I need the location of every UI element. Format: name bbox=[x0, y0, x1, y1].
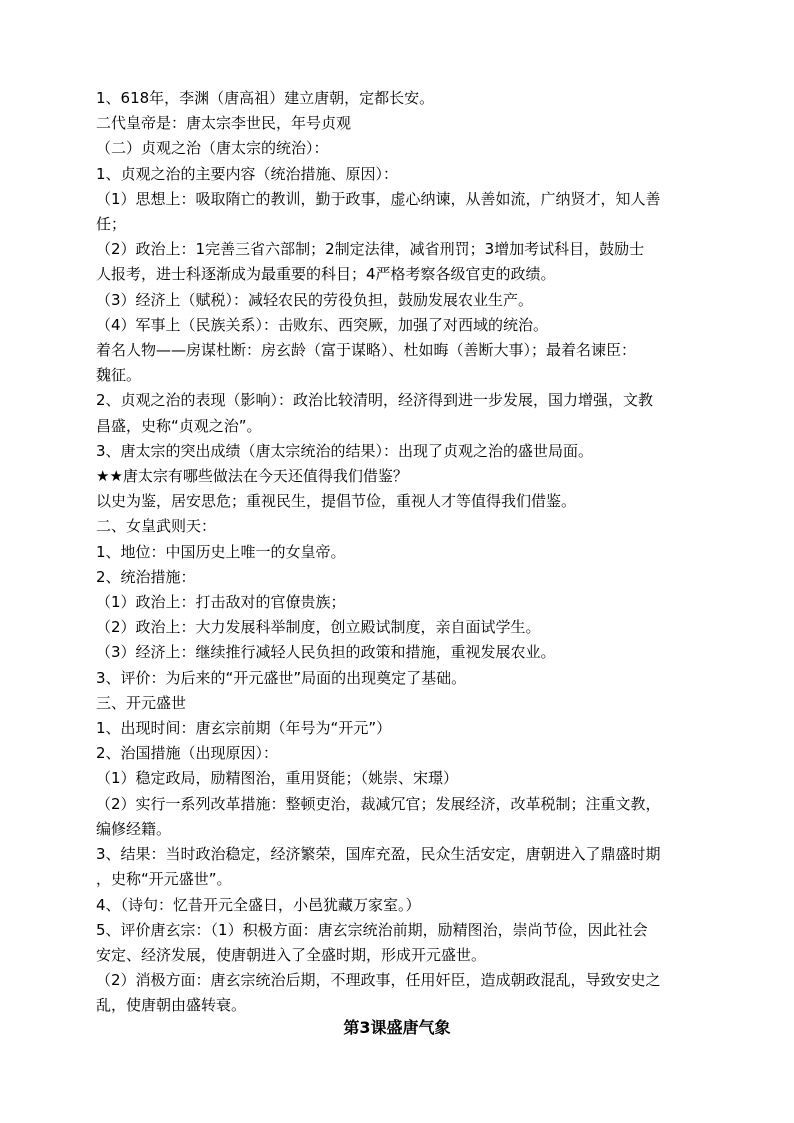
text-line: 4、（诗句：忆昔开元全盛日，小邑犹藏万家室。） bbox=[96, 895, 421, 914]
text-line: 乱，使唐朝由盛转衰。 bbox=[96, 996, 247, 1015]
text-line: （1）稳定政局，励精图治，重用贤能；（姚崇、宋璟） bbox=[96, 769, 459, 788]
text-line: 魏征。 bbox=[96, 366, 142, 385]
text-line: 3、结果：当时政治稳定，经济繁荣，国库充盈，民众生活安定，唐朝进入了鼎盛时期 bbox=[96, 845, 661, 864]
text-line: 安定、经济发展，使唐朝进入了全盛时期，形成开元盛世。 bbox=[96, 945, 487, 964]
text-line: 昌盛，史称“贞观之治”。 bbox=[96, 416, 262, 435]
text-line: 1、618年，李渊（唐高祖）建立唐朝，定都长安。 bbox=[96, 89, 435, 107]
text-line: 编修经籍。 bbox=[96, 819, 172, 838]
text-line: 3、唐太宗的突出成绩（唐太宗统治的结果）：出现了贞观之治的盛世局面。 bbox=[96, 441, 594, 460]
text-line: （3）经济上：继续推行减轻人民负担的政策和措施，重视发展农业。 bbox=[96, 643, 556, 662]
text-line: 1、出现时间：唐玄宗前期（年号为“开元”） bbox=[96, 719, 392, 738]
text-line: 二代皇帝是：唐太宗李世民，年号贞观 bbox=[96, 114, 352, 133]
text-line: 5、评价唐玄宗：（1）积极方面：唐玄宗统治前期，励精图治，崇尚节俭，因此社会 bbox=[96, 920, 648, 939]
text-line: ★★唐太宗有哪些做法在今天还值得我们借鉴？ bbox=[96, 467, 408, 486]
text-line: 1、贞观之治的主要内容（统治措施、原因）： bbox=[96, 164, 399, 183]
text-line: （2）消极方面：唐玄宗统治后期，不理政事，任用奸臣，造成朝政混乱，导致安史之 bbox=[96, 971, 661, 990]
text-line: 二、女皇武则天： bbox=[96, 517, 217, 536]
text-line: （4）军事上（民族关系）：击败东、西突厥，加强了对西域的统治。 bbox=[96, 315, 549, 334]
text-line: （2）政治上：大力发展科举制度，创立殿试制度，亲自面试学生。 bbox=[96, 618, 541, 637]
text-line: 1、地位：中国历史上唯一的女皇帝。 bbox=[96, 542, 346, 561]
text-line: 2、治国措施（出现原因）： bbox=[96, 744, 279, 763]
text-line: （3）经济上（赋税）：减轻农民的劳役负担，鼓励发展农业生产。 bbox=[96, 290, 534, 309]
text-line: （1）思想上：吸取隋亡的教训，勤于政事，虚心纳谏，从善如流，广纳贤才，知人善 bbox=[96, 189, 661, 208]
text-line: 着名人物——房谋杜断：房玄龄（富于谋略）、杜如晦（善断大事）；最着名谏臣： bbox=[96, 341, 637, 360]
text-line: （2）实行一系列改革措施：整顿吏治，裁减冗官；发展经济，改革税制；注重文教， bbox=[96, 794, 661, 813]
document-body bbox=[96, 86, 700, 1019]
text-line: ，史称“开元盛世”。 bbox=[96, 870, 232, 889]
text-line: 三、开元盛世 bbox=[96, 693, 187, 712]
text-line: 人报考，进士科逐渐成为最重要的科目；4严格考察各级官吏的政绩。 bbox=[96, 265, 556, 284]
text-line: （2）政治上：1完善三省六部制；2制定法律，减省刑罚；3增加考试科目，鼓励士 bbox=[96, 240, 645, 259]
text-line: （1）政治上：打击敌对的官僚贵族； bbox=[96, 593, 346, 612]
text-line: （二）贞观之治（唐太宗的统治）： bbox=[96, 139, 329, 158]
text-line: 任； bbox=[96, 215, 127, 234]
text-line: 3、评价：为后来的“开元盛世”局面的出现奠定了基础。 bbox=[96, 668, 467, 687]
lesson-title: 第3课盛唐气象 bbox=[343, 1018, 451, 1037]
text-line: 2、贞观之治的表现（影响）：政治比较清明，经济得到进一步发展，国力增强，文教 bbox=[96, 391, 654, 410]
text-line: 以史为鉴，居安思危；重视民生，提倡节俭，重视人才等值得我们借鉴。 bbox=[96, 492, 577, 511]
text-line: 2、统治措施： bbox=[96, 567, 196, 586]
